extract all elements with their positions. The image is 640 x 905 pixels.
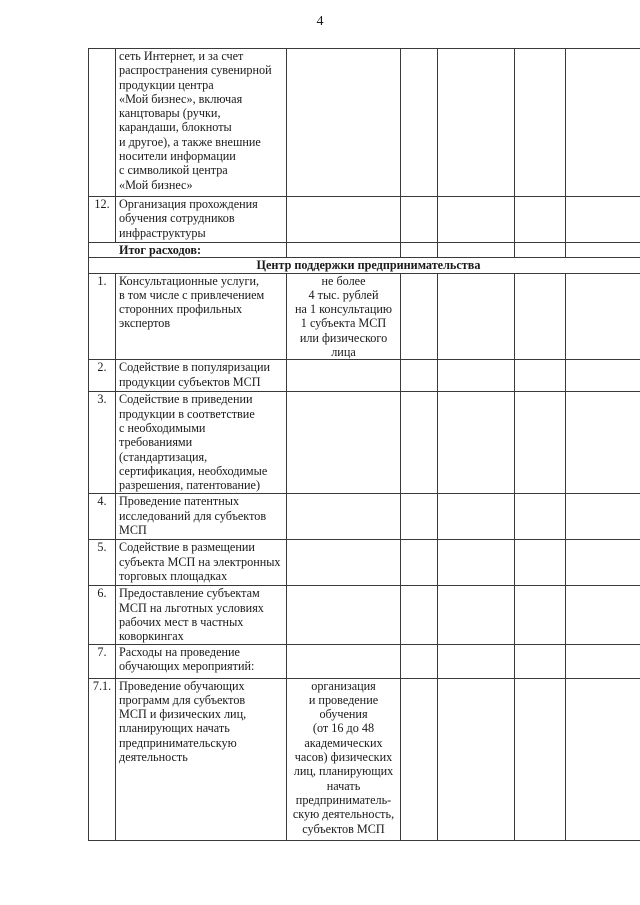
desc-line: продукции в соответствие	[119, 406, 255, 421]
empty-cell	[438, 540, 515, 586]
desc-line: исследований для субъектов	[119, 508, 267, 523]
table-row	[89, 273, 640, 360]
row-norm	[287, 494, 401, 540]
desc-line: программ для субъектов	[119, 692, 246, 707]
norm-line: или физического	[299, 330, 388, 345]
norm-line: на 1 консультацию	[294, 302, 393, 317]
row-norm	[287, 678, 401, 840]
desc-line: с символикой центра	[119, 163, 228, 178]
table-row	[89, 197, 640, 243]
desc-line: в том числе с привлечением	[119, 287, 265, 302]
row-norm	[287, 644, 401, 678]
norm-line: субъектов МСП	[302, 821, 385, 836]
norm-line: организация	[311, 678, 376, 693]
row-norm	[287, 197, 401, 243]
desc-line: «Мой бизнес», включая	[119, 91, 243, 106]
row-description	[116, 678, 287, 840]
row-norm	[287, 273, 401, 360]
desc-line: МСП и физических лиц,	[119, 707, 247, 722]
row-description	[116, 197, 287, 243]
desc-line: коворкингах	[119, 629, 184, 644]
empty-cell	[401, 197, 438, 243]
empty-cell	[438, 586, 515, 644]
desc-line: рабочих мест в частных	[119, 614, 244, 629]
row-norm	[287, 49, 401, 197]
desc-line: (стандартизация,	[119, 449, 208, 464]
empty-cell	[566, 273, 640, 360]
empty-cell	[438, 678, 515, 840]
empty-cell	[401, 49, 438, 197]
empty-cell	[438, 49, 515, 197]
empty-cell	[566, 678, 640, 840]
empty-cell	[401, 392, 438, 494]
row-number: 2.	[89, 360, 116, 392]
empty-cell	[515, 243, 566, 258]
desc-line: МСП	[119, 522, 147, 537]
empty-cell	[401, 243, 438, 258]
desc-line: продукции субъектов МСП	[119, 374, 261, 389]
total-row	[89, 243, 640, 258]
row-number: 3.	[89, 392, 116, 494]
row-number	[89, 49, 116, 197]
desc-line: носители информации	[119, 149, 236, 164]
desc-line: Содействие в приведении	[119, 392, 253, 407]
empty-cell	[401, 494, 438, 540]
row-description	[116, 360, 287, 392]
row-norm	[287, 360, 401, 392]
empty-cell	[566, 392, 640, 494]
norm-line: 1 субъекта МСП	[300, 316, 387, 331]
row-number: 5.	[89, 540, 116, 586]
table-row	[89, 586, 640, 644]
desc-line: сертификация, необходимые	[119, 463, 268, 478]
norm-line: часов) физических	[294, 750, 393, 765]
empty-cell	[401, 360, 438, 392]
row-number: 6.	[89, 586, 116, 644]
desc-line: разрешения, патентование)	[119, 478, 261, 493]
page-number: 4	[316, 14, 324, 29]
row-description	[116, 540, 287, 586]
row-norm	[287, 586, 401, 644]
empty-cell	[438, 644, 515, 678]
row-description	[116, 644, 287, 678]
norm-line: 4 тыс. рублей	[308, 287, 379, 302]
expense-table	[88, 48, 640, 841]
desc-line: канцтовары (ручки,	[119, 106, 221, 121]
table-row	[89, 644, 640, 678]
desc-line: Предоставление субъектам	[119, 586, 260, 601]
section-header-row	[89, 258, 640, 273]
norm-line: академических	[304, 735, 383, 750]
empty-cell	[515, 678, 566, 840]
desc-line: Содействие в размещении	[119, 540, 255, 555]
empty-cell	[515, 586, 566, 644]
table-row	[89, 540, 640, 586]
row-description	[116, 494, 287, 540]
desc-line: предпринимательскую	[119, 735, 237, 750]
desc-line: с необходимыми	[119, 420, 206, 435]
empty-cell	[438, 494, 515, 540]
desc-line: экспертов	[119, 316, 171, 331]
empty-cell	[566, 49, 640, 197]
empty-cell	[401, 678, 438, 840]
desc-line: и другое), а также внешние	[119, 134, 261, 149]
norm-line: (от 16 до 48	[312, 721, 375, 736]
empty-cell	[515, 392, 566, 494]
table-row	[89, 392, 640, 494]
desc-line: МСП на льготных условиях	[119, 600, 264, 615]
section-title: Центр поддержки предпринимательства	[89, 258, 640, 273]
desc-line: сеть Интернет, и за счет	[119, 49, 244, 63]
norm-line: обучения	[319, 707, 368, 722]
desc-line: Проведение патентных	[119, 494, 240, 509]
desc-line: требованиями	[119, 435, 193, 450]
table-row	[89, 678, 640, 840]
desc-line: деятельность	[119, 750, 188, 765]
empty-cell	[566, 540, 640, 586]
norm-line: и проведение	[308, 692, 379, 707]
empty-cell	[401, 586, 438, 644]
desc-line: Организация прохождения	[119, 197, 258, 211]
desc-line: карандаши, блокноты	[119, 120, 232, 135]
desc-line: обучающих мероприятий:	[119, 658, 255, 673]
table-row	[89, 360, 640, 392]
table-row	[89, 49, 640, 197]
desc-line: торговых площадках	[119, 568, 228, 583]
empty-cell	[515, 360, 566, 392]
desc-line: распространения сувенирной	[119, 63, 272, 78]
row-number: 7.1.	[89, 678, 116, 840]
norm-line: начать	[326, 778, 361, 793]
empty-cell	[515, 494, 566, 540]
empty-cell	[566, 197, 640, 243]
empty-cell	[438, 392, 515, 494]
norm-line: не более	[321, 273, 366, 288]
empty-cell	[438, 360, 515, 392]
empty-cell	[438, 197, 515, 243]
norm-line: скую деятельность,	[292, 807, 395, 822]
empty-cell	[438, 243, 515, 258]
total-label: Итог расходов:	[89, 243, 287, 258]
empty-cell	[566, 644, 640, 678]
empty-cell	[401, 273, 438, 360]
empty-cell	[566, 243, 640, 258]
row-number: 12.	[89, 197, 116, 243]
row-norm	[287, 540, 401, 586]
row-description	[116, 392, 287, 494]
table-row	[89, 494, 640, 540]
empty-cell	[515, 197, 566, 243]
norm-line: лиц, планирующих	[293, 764, 394, 779]
desc-line: Расходы на проведение	[119, 644, 240, 659]
desc-line: сторонних профильных	[119, 302, 243, 317]
empty-cell	[515, 644, 566, 678]
desc-line: Содействие в популяризации	[119, 360, 271, 375]
desc-line: обучения сотрудников	[119, 211, 235, 226]
empty-cell	[566, 494, 640, 540]
desc-line: инфраструктуры	[119, 225, 206, 240]
row-description	[116, 586, 287, 644]
row-number: 1.	[89, 273, 116, 360]
desc-line: планирующих начать	[119, 721, 230, 736]
empty-cell	[566, 586, 640, 644]
desc-line: продукции центра	[119, 77, 214, 92]
desc-line: «Мой бизнес»	[119, 177, 193, 192]
norm-line: предприниматель-	[295, 792, 392, 807]
desc-line: Консультационные услуги,	[119, 273, 260, 288]
empty-cell	[401, 644, 438, 678]
empty-cell	[515, 273, 566, 360]
empty-cell	[515, 49, 566, 197]
row-number: 7.	[89, 644, 116, 678]
row-norm	[287, 392, 401, 494]
empty-cell	[438, 273, 515, 360]
norm-line: лица	[331, 345, 356, 360]
row-description	[116, 273, 287, 360]
empty-cell	[566, 360, 640, 392]
row-description	[116, 49, 287, 197]
empty-cell	[401, 540, 438, 586]
row-number: 4.	[89, 494, 116, 540]
desc-line: субъекта МСП на электронных	[119, 554, 281, 569]
desc-line: Проведение обучающих	[119, 678, 245, 693]
empty-cell	[287, 243, 401, 258]
empty-cell	[515, 540, 566, 586]
